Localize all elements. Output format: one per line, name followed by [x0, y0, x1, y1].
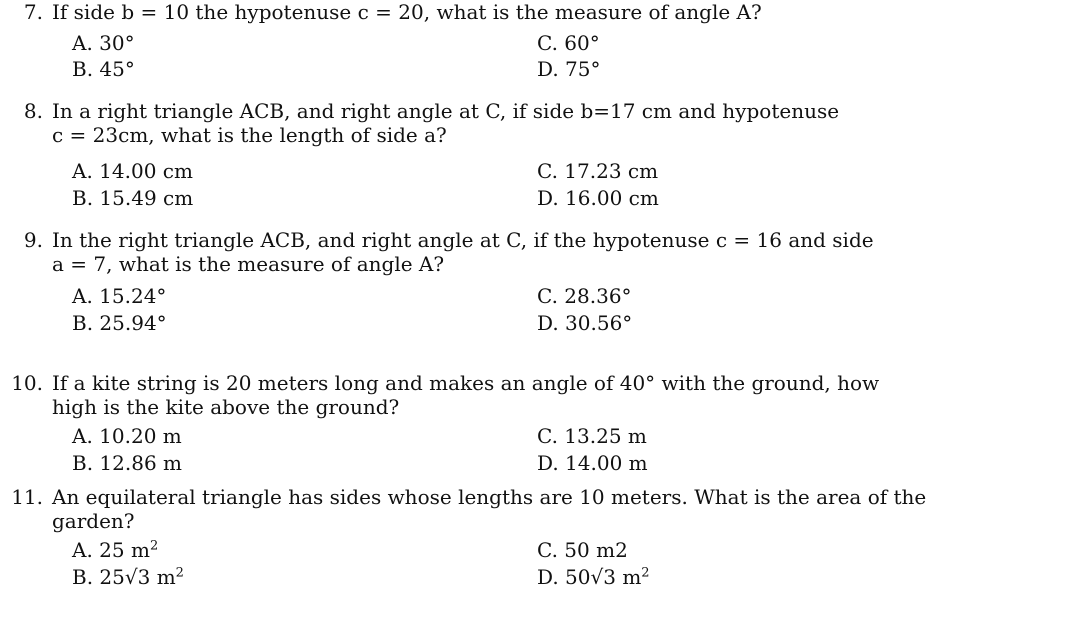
- question-number: 8.: [23, 99, 43, 123]
- option-d: D. 14.00 m: [537, 451, 648, 475]
- question-text-line: In the right triangle ACB, and right angle at C, if the hypotenuse c = 16 and side: [52, 228, 874, 252]
- superscript: 2: [149, 538, 159, 554]
- option-b: B. 25.94°: [72, 311, 167, 335]
- question-text-line: An equilateral triangle has sides whose lengths are 10 meters. What is the area of the: [52, 485, 927, 509]
- option-d: [537, 565, 650, 589]
- question-text-line: a = 7, what is the measure of angle A?: [52, 252, 445, 276]
- question-stem: [52, 371, 1082, 419]
- option-b-text: B. 25√3 m: [72, 565, 176, 589]
- option-a: A. 30°: [72, 31, 135, 55]
- option-b: [72, 565, 184, 589]
- option-a: A. 15.24°: [72, 284, 167, 308]
- question-text-line: In a right triangle ACB, and right angle at C, if side b=17 cm and hypotenuse: [52, 99, 840, 123]
- question-text-line: If side b = 10 the hypotenuse c = 20, what is the measure of angle A?: [52, 0, 762, 24]
- question-text-line: c = 23cm, what is the length of side a?: [52, 123, 447, 147]
- option-b: B. 12.86 m: [72, 451, 182, 475]
- option-a: [72, 538, 158, 562]
- option-a: A. 10.20 m: [72, 424, 182, 448]
- question-text-line: high is the kite above the ground?: [52, 395, 400, 419]
- superscript: 2: [641, 565, 650, 581]
- option-c: C. 17.23 cm: [537, 159, 659, 183]
- option-c: C. 60°: [537, 31, 600, 55]
- question-text-line: If a kite string is 20 meters long and makes an angle of 40° with the ground, how: [52, 371, 880, 395]
- superscript: 2: [175, 565, 184, 581]
- question-text-line: garden?: [52, 509, 135, 533]
- option-b: B. 45°: [72, 57, 135, 81]
- option-c: C. 50 m2: [537, 538, 628, 562]
- option-d: D. 75°: [537, 57, 601, 81]
- option-d: D. 30.56°: [537, 311, 633, 335]
- question-number: 9.: [23, 228, 43, 252]
- question-number: 7.: [23, 0, 43, 24]
- question-stem: [52, 99, 1082, 147]
- question-stem: [52, 228, 1082, 276]
- option-c: C. 13.25 m: [537, 424, 647, 448]
- question-stem: [52, 485, 1082, 533]
- option-d-text: D. 50√3 m: [537, 565, 642, 589]
- option-b: B. 15.49 cm: [72, 186, 194, 210]
- question-stem: [52, 0, 1082, 24]
- question-number: 10.: [11, 371, 43, 395]
- question-number: 11.: [11, 485, 43, 509]
- option-a: A. 14.00 cm: [72, 159, 193, 183]
- option-c: C. 28.36°: [537, 284, 632, 308]
- option-d: D. 16.00 cm: [537, 186, 659, 210]
- option-a-text: A. 25 m: [72, 538, 150, 562]
